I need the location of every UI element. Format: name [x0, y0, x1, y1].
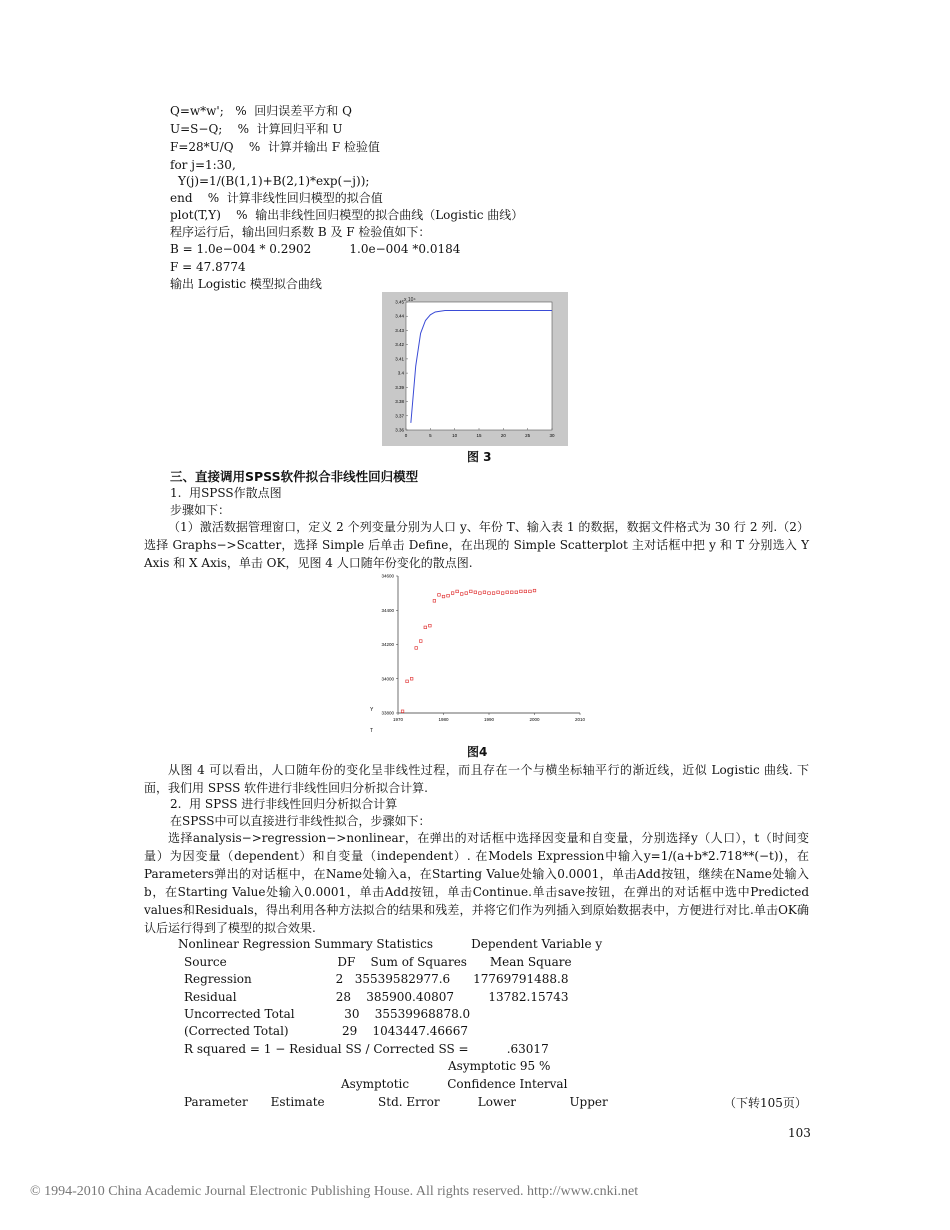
y-tick-label: 3.43 — [395, 327, 404, 333]
output-param-header: Parameter Estimate Std. Error Lower Upper — [184, 1095, 608, 1109]
y-tick-label: 3.45 — [395, 299, 404, 305]
scatter-point — [524, 590, 527, 593]
x-tick-label: 30 — [549, 433, 555, 438]
x-tick-label: 25 — [525, 433, 531, 438]
scatter-point — [520, 590, 523, 593]
continued-note: （下转105页） — [724, 1096, 807, 1110]
scatter-point — [451, 592, 454, 595]
scatter-point — [424, 626, 427, 629]
section-heading: 三、直接调用SPSS软件拟合非线性回归模型 — [170, 469, 419, 484]
y-tick-label: 34600 — [381, 573, 394, 579]
y-tick-label: 3.42 — [395, 342, 404, 348]
figure-4-x-label: T — [370, 728, 374, 734]
x-tick-label: 20 — [500, 433, 506, 438]
figure-3 — [382, 292, 568, 446]
scatter-point — [479, 592, 482, 595]
scatter-point — [529, 590, 532, 593]
page-number: 103 — [788, 1126, 811, 1140]
x-tick-label: 10 — [452, 433, 458, 438]
code-line: F = 47.8774 — [170, 260, 246, 274]
code-line: for j=1:30, — [170, 158, 236, 172]
output-header: Source DF Sum of Squares Mean Square — [184, 955, 572, 969]
scatter-point — [415, 647, 418, 650]
y-tick-label: 3.37 — [395, 413, 404, 419]
scatter-point — [533, 589, 536, 592]
text-line: 步骤如下： — [170, 503, 231, 517]
scatter-point — [442, 595, 445, 598]
output-row: (Corrected Total) 29 1043447.46667 — [184, 1024, 468, 1038]
code-line: 输出 Logistic 模型拟合曲线 — [170, 277, 322, 291]
y-tick-label: 34000 — [381, 676, 394, 682]
output-title: Nonlinear Regression Summary Statistics Dependent Variable y — [178, 937, 603, 951]
paragraph: 选择analysis−>regression−>nonlinear，在弹出的对话框中选择因变量和自变量，分别选择y（人口），t（时间变量）为因变量（dependent）和自变量（independent）. 在Models Expression中输入y=1/(a+b*2.718**(−t))，在Parameters弹出的对话框中，在Name处输入a，在Starting Value处输入0.0001，单击Add按钮，继续在Name处输入b，在Starting Value处输入0.0001，单击Add按钮，单击Continue.单击save按钮，在弹出的对话框中选中Predicted values和Residuals，得出利用各种方法拟合的结果和残差，并将它们作为列插入到原始数据表中，方便进行对比.单击OK确认后运行得到了模型的拟合效果. — [144, 831, 809, 935]
figure-3-plot-area — [406, 302, 552, 430]
figure-4-caption: 图4 — [467, 745, 488, 759]
x-tick-label: 0 — [404, 433, 408, 438]
x-tick-label: 2010 — [574, 717, 586, 722]
scatter-point — [515, 591, 518, 594]
y-tick-label: 3.44 — [395, 313, 404, 319]
scatter-point — [419, 640, 422, 643]
scatter-point — [497, 591, 500, 594]
scatter-point — [447, 594, 450, 597]
y-tick-label: 3.39 — [395, 384, 404, 390]
scatter-point — [410, 677, 413, 680]
figure-4-chart — [365, 571, 586, 735]
figure-4 — [365, 571, 586, 735]
subheading: 2. 用 SPSS 进行非线性回归分析拟合计算 — [170, 797, 398, 811]
paragraph: 从图 4 可以看出，人口随年份的变化呈非线性过程，而且存在一个与横坐标轴平行的渐近线，近似 Logistic 曲线. 下面，我们用 SPSS 软件进行非线性回归分析拟合计算. — [144, 763, 809, 795]
code-line: F=28*U/Q % 计算并输出 F 检验值 — [170, 140, 380, 154]
scatter-point — [433, 600, 436, 603]
code-line: end % 计算非线性回归模型的拟合值 — [170, 191, 383, 205]
x-tick-label: 1980 — [438, 717, 449, 722]
scatter-point — [460, 593, 463, 596]
code-line: Q=w*w'; % 回归误差平方和 Q — [170, 104, 352, 118]
output-rsquared: R squared = 1 − Residual SS / Corrected SS = .63017 — [184, 1042, 549, 1056]
code-line: U=S−Q; % 计算回归平和 U — [170, 122, 343, 136]
x-tick-label: 1970 — [392, 717, 404, 722]
figure-3-chart — [382, 292, 568, 446]
output-row: Uncorrected Total 30 35539968878.0 — [184, 1007, 471, 1021]
x-tick-label: 1990 — [483, 717, 495, 722]
figure-4-y-label: Y — [370, 707, 374, 713]
copyright-footer: © 1994-2010 China Academic Journal Electronic Publishing House. All rights reserved. http://www.cnki.net — [30, 1184, 639, 1199]
scatter-point — [465, 592, 468, 595]
scatter-point — [406, 680, 409, 683]
scatter-point — [483, 591, 486, 594]
scatter-point — [470, 590, 473, 593]
code-line: 程序运行后，输出回归系数 B 及 F 检验值如下： — [170, 225, 431, 239]
x-tick-label: 15 — [476, 433, 482, 438]
scatter-point — [456, 590, 459, 593]
paragraph: （1）激活数据管理窗口，定义 2 个列变量分别为人口 y、年份 T、输入表 1 的数据，数据文件格式为 30 行 2 列.（2）选择 Graphs−>Scatter，选择 Simple 后单击 Define，在出现的 Simple Scatterplot 主对话框中把 y 和 T 分别选入 Y Axis 和 X Axis，单击 OK，见图 4 人口随年份变化的散点图. — [144, 520, 809, 570]
scatter-point — [492, 592, 495, 595]
x-tick-label: 2000 — [529, 717, 540, 722]
y-tick-label: 3.36 — [395, 427, 404, 433]
scatter-point — [474, 591, 477, 594]
figure-3-scale-label: x 10⁴ — [404, 297, 416, 303]
scatter-point — [401, 710, 404, 713]
code-line: plot(T,Y) % 输出非线性回归模型的拟合曲线（Logistic 曲线） — [170, 208, 524, 222]
y-tick-label: 3.41 — [395, 356, 404, 362]
output-row: Regression 2 35539582977.6 17769791488.8 — [184, 972, 569, 986]
y-tick-label: 33800 — [381, 710, 394, 716]
scatter-point — [488, 592, 491, 595]
output-ci-header: Asymptotic 95 % — [448, 1059, 551, 1073]
scatter-point — [506, 591, 509, 594]
output-ci-header: Asymptotic Confidence Interval — [341, 1077, 568, 1091]
scatter-point — [429, 624, 432, 627]
y-tick-label: 3.4 — [397, 370, 404, 376]
y-tick-label: 34200 — [381, 642, 394, 647]
code-line: Y(j)=1/(B(1,1)+B(2,1)*exp(−j)); — [178, 174, 370, 188]
subheading: 1. 用SPSS作散点图 — [170, 486, 282, 500]
figure-3-caption: 图 3 — [467, 450, 492, 464]
output-row: Residual 28 385900.40807 13782.15743 — [184, 990, 569, 1004]
scatter-point — [438, 594, 441, 597]
y-tick-label: 34400 — [381, 607, 394, 613]
scatter-point — [510, 591, 513, 594]
text-line: 在SPSS中可以直接进行非线性拟合，步骤如下： — [170, 814, 431, 828]
code-line: B = 1.0e−004 * 0.2902 1.0e−004 *0.0184 — [170, 242, 461, 256]
y-tick-label: 3.38 — [395, 399, 404, 405]
scatter-point — [501, 592, 504, 595]
x-tick-label: 5 — [429, 433, 432, 438]
